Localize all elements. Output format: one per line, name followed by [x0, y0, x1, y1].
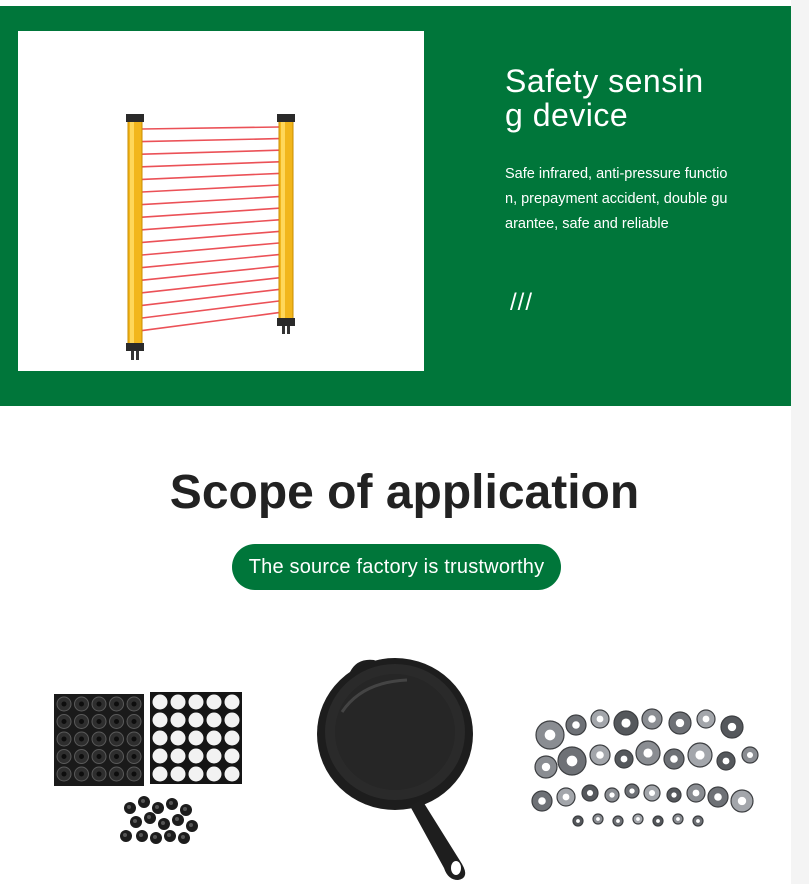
product-photo-frame — [18, 31, 424, 371]
slash-decoration: /// — [510, 289, 534, 316]
banner-title: Safety sensing device — [505, 63, 704, 133]
banner-description: Safe infrared, anti-pressure function, prepayment accident, double guarantee, safe and reliable — [505, 166, 728, 232]
powder-metal-parts-image — [528, 705, 764, 829]
hero-banner — [0, 6, 791, 406]
rubber-parts-image — [52, 690, 248, 846]
tagline-badge: The source factory is trustworthy — [232, 544, 561, 590]
section-title: Scope of application — [169, 466, 640, 519]
safety-light-curtain-image — [18, 31, 424, 371]
cast-iron-skillet-image — [312, 652, 482, 884]
page-edge-strip — [791, 0, 809, 884]
